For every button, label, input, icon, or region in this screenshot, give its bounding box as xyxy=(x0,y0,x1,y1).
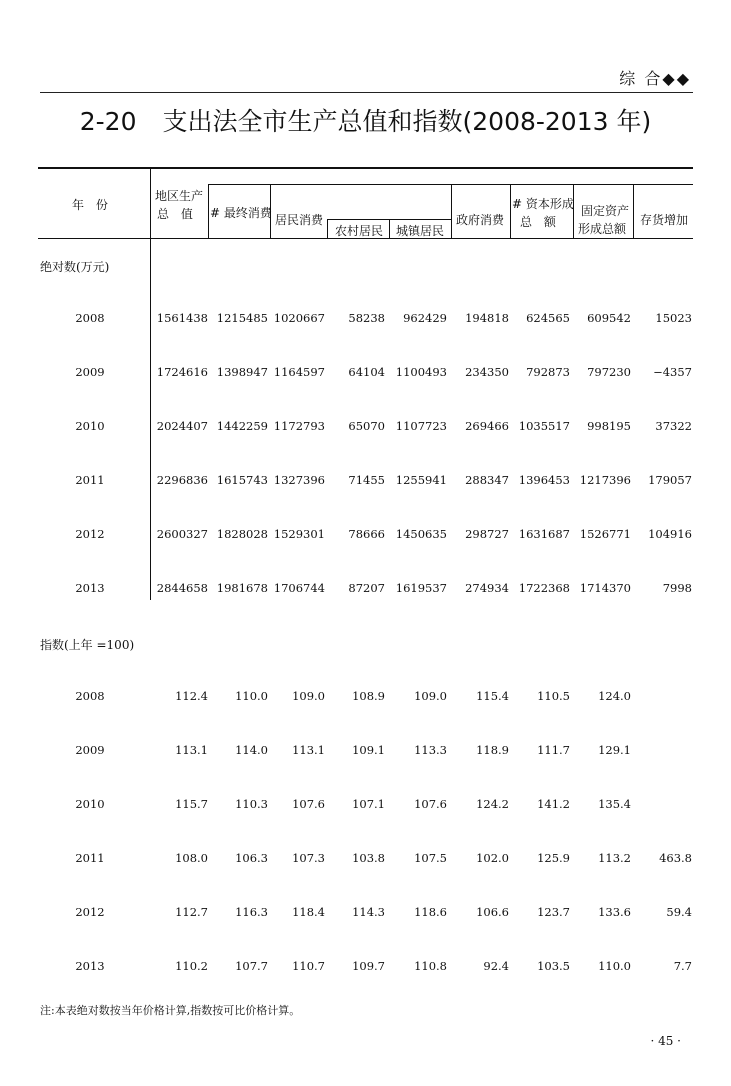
table-cell: 106.6 xyxy=(476,905,509,919)
table-cell: 106.3 xyxy=(235,851,268,865)
col-urban: 城镇居民 xyxy=(396,224,445,238)
table-cell: 1828028 xyxy=(216,527,268,541)
table-cell: 113.1 xyxy=(175,743,208,757)
table-cell: 124.2 xyxy=(476,797,509,811)
table-cell: 71455 xyxy=(348,473,385,487)
table-cell: 118.9 xyxy=(476,743,509,757)
table-cell: 110.8 xyxy=(414,959,447,973)
row-year: 2009 xyxy=(75,365,105,379)
table-cell: 194818 xyxy=(465,311,509,325)
table-cell: 1327396 xyxy=(273,473,325,487)
col-year: 年 份 xyxy=(72,198,112,212)
table-cell: 124.0 xyxy=(598,689,631,703)
table-cell: 37322 xyxy=(655,419,692,433)
table-cell: 269466 xyxy=(465,419,509,433)
table-cell: 87207 xyxy=(348,581,385,595)
col-resident: 居民消费 xyxy=(275,213,324,227)
table-cell: 1724616 xyxy=(156,365,208,379)
row-year: 2013 xyxy=(75,581,105,595)
table-cell: 108.0 xyxy=(175,851,208,865)
table-cell: 1526771 xyxy=(579,527,631,541)
table-cell: 179057 xyxy=(648,473,692,487)
table-number: 2-20 xyxy=(79,107,137,136)
table-cell: 102.0 xyxy=(476,851,509,865)
table-cell: 116.3 xyxy=(235,905,268,919)
col-gov: 政府消费 xyxy=(456,213,505,227)
table-cell: 298727 xyxy=(465,527,509,541)
section-header: 综 合◆◆ xyxy=(619,69,691,88)
table-cell: 1442259 xyxy=(216,419,268,433)
table-cell: 1706744 xyxy=(273,581,325,595)
row-year: 2013 xyxy=(75,959,105,973)
col-capital-line1: # 资本形成 xyxy=(512,197,574,211)
table-cell: 998195 xyxy=(587,419,631,433)
table-cell: 15023 xyxy=(655,311,692,325)
table-top-rule xyxy=(38,167,693,169)
table-cell: 114.3 xyxy=(352,905,385,919)
table-cell: 113.3 xyxy=(414,743,447,757)
table-cell: 1217396 xyxy=(579,473,631,487)
table-cell: 1255941 xyxy=(395,473,447,487)
table-cell: 110.3 xyxy=(235,797,268,811)
table-cell: 103.8 xyxy=(352,851,385,865)
col-inventory: 存货增加 xyxy=(640,213,689,227)
page-title xyxy=(0,102,731,138)
table-cell: 110.2 xyxy=(175,959,208,973)
col-fixed-line2: 形成总额 xyxy=(578,222,627,236)
table-cell: 109.1 xyxy=(352,743,385,757)
col-fixed-line1: 固定资产 xyxy=(581,204,630,218)
table-cell: 110.5 xyxy=(537,689,570,703)
row-year: 2011 xyxy=(75,473,105,487)
table-cell: 1164597 xyxy=(273,365,325,379)
table-title: 支出法全市生产总值和指数(2008-2013 年) xyxy=(162,107,652,136)
table-cell: 64104 xyxy=(348,365,385,379)
table-cell: 115.7 xyxy=(175,797,208,811)
table-cell: 59.4 xyxy=(666,905,692,919)
index-section-label: 指数(上年 =100) xyxy=(40,638,135,652)
col-gdp-line2: 总 值 xyxy=(157,207,197,221)
table-cell: 1215485 xyxy=(216,311,268,325)
table-cell: 92.4 xyxy=(483,959,509,973)
table-cell: 107.1 xyxy=(352,797,385,811)
table-cell: 65070 xyxy=(348,419,385,433)
table-cell: 133.6 xyxy=(598,905,631,919)
table-cell: 7998 xyxy=(662,581,692,595)
table-cell: 118.6 xyxy=(414,905,447,919)
col-sep xyxy=(633,184,634,238)
table-cell: 1398947 xyxy=(216,365,268,379)
table-cell: 2296836 xyxy=(156,473,208,487)
table-cell: 624565 xyxy=(526,311,570,325)
table-cell: 103.5 xyxy=(537,959,570,973)
table-cell: 118.4 xyxy=(292,905,325,919)
table-cell: 78666 xyxy=(348,527,385,541)
row-year: 2009 xyxy=(75,743,105,757)
table-cell: 107.3 xyxy=(292,851,325,865)
table-cell: 129.1 xyxy=(598,743,631,757)
row-year: 2011 xyxy=(75,851,105,865)
table-cell: 115.4 xyxy=(476,689,509,703)
table-cell: 1035517 xyxy=(518,419,570,433)
table-cell: 113.2 xyxy=(598,851,631,865)
table-cell: 1615743 xyxy=(216,473,268,487)
table-cell: 7.7 xyxy=(673,959,692,973)
table-cell: 288347 xyxy=(465,473,509,487)
table-cell: 1722368 xyxy=(518,581,570,595)
table-cell: 1619537 xyxy=(395,581,447,595)
table-cell: 1020667 xyxy=(273,311,325,325)
table-cell: 58238 xyxy=(348,311,385,325)
table-cell: 111.7 xyxy=(537,743,570,757)
table-cell: 107.6 xyxy=(292,797,325,811)
row-year: 2008 xyxy=(75,689,105,703)
table-cell: 112.7 xyxy=(175,905,208,919)
table-cell: 135.4 xyxy=(598,797,631,811)
absolute-section-label: 绝对数(万元) xyxy=(40,260,110,274)
table-cell: 110.0 xyxy=(598,959,631,973)
table-cell: 107.7 xyxy=(235,959,268,973)
table-cell: 1714370 xyxy=(579,581,631,595)
table-cell: 123.7 xyxy=(537,905,570,919)
table-cell: 463.8 xyxy=(659,851,692,865)
table-cell: 110.7 xyxy=(292,959,325,973)
table-cell: 109.0 xyxy=(414,689,447,703)
table-cell: 107.6 xyxy=(414,797,447,811)
table-cell: 107.5 xyxy=(414,851,447,865)
table-cell: 1529301 xyxy=(273,527,325,541)
col-sep xyxy=(510,184,511,238)
col-capital-line2: 总 额 xyxy=(520,215,560,229)
table-cell: 104916 xyxy=(648,527,692,541)
row-year: 2008 xyxy=(75,311,105,325)
table-cell: 125.9 xyxy=(537,851,570,865)
col-sep xyxy=(327,219,328,238)
table-cell: 113.1 xyxy=(292,743,325,757)
table-cell: 110.0 xyxy=(235,689,268,703)
col-sep xyxy=(208,184,209,238)
table-cell: 609542 xyxy=(587,311,631,325)
table-cell: 1450635 xyxy=(395,527,447,541)
table-cell: −4357 xyxy=(653,365,692,379)
table-cell: 108.9 xyxy=(352,689,385,703)
table-cell: 1100493 xyxy=(395,365,447,379)
table-cell: 2600327 xyxy=(156,527,208,541)
table-cell: 1631687 xyxy=(518,527,570,541)
col-final: # 最终消费 xyxy=(210,206,272,220)
table-cell: 1981678 xyxy=(216,581,268,595)
table-cell: 1172793 xyxy=(273,419,325,433)
footnote: 注:本表绝对数按当年价格计算,指数按可比价格计算。 xyxy=(40,1004,301,1017)
table-cell: 1107723 xyxy=(395,419,447,433)
row-year: 2010 xyxy=(75,797,105,811)
table-cell: 797230 xyxy=(587,365,631,379)
col-sep xyxy=(451,184,452,238)
table-cell: 114.0 xyxy=(235,743,268,757)
table-cell: 274934 xyxy=(465,581,509,595)
row-year: 2012 xyxy=(75,527,105,541)
table-cell: 1396453 xyxy=(518,473,570,487)
table-cell: 2844658 xyxy=(156,581,208,595)
table-cell: 234350 xyxy=(465,365,509,379)
row-year: 2010 xyxy=(75,419,105,433)
page-number: · 45 · xyxy=(650,1034,681,1048)
table-cell: 1561438 xyxy=(156,311,208,325)
table-cell: 109.0 xyxy=(292,689,325,703)
table-cell: 792873 xyxy=(526,365,570,379)
table-cell: 109.7 xyxy=(352,959,385,973)
table-cell: 141.2 xyxy=(537,797,570,811)
table-cell: 2024407 xyxy=(156,419,208,433)
col-rural: 农村居民 xyxy=(335,224,384,238)
col-sep xyxy=(389,219,390,238)
row-year: 2012 xyxy=(75,905,105,919)
col-gdp-line1: 地区生产 xyxy=(155,189,204,203)
table-cell: 112.4 xyxy=(175,689,208,703)
table-cell: 962429 xyxy=(403,311,447,325)
header-rule xyxy=(40,92,693,93)
